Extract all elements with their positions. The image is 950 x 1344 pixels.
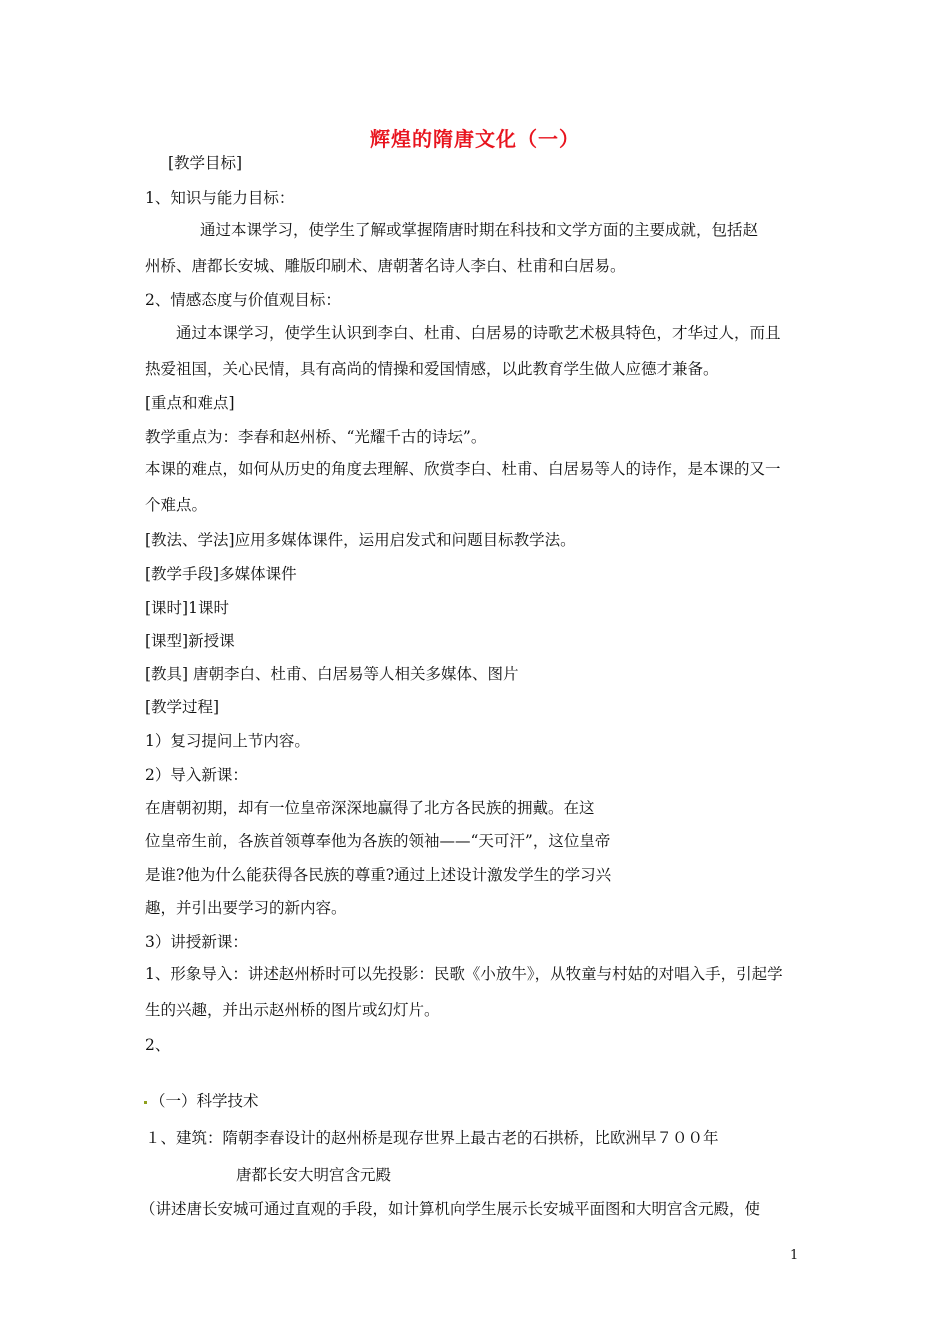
paragraph-line: 生的兴趣，并出示赵州桥的图片或幻灯片。 bbox=[145, 1001, 440, 1019]
objective-knowledge-heading: 1、知识与能力目标： bbox=[145, 189, 295, 207]
section-lesson-type: [课型]新授课 bbox=[145, 632, 235, 650]
paragraph-line: １、建筑：隋朝李春设计的赵州桥是现存世界上最古老的石拱桥，比欧洲早７００年 bbox=[145, 1129, 719, 1147]
decorative-dot bbox=[144, 1101, 147, 1104]
paragraph-line: 在唐朝初期，却有一位皇帝深深地赢得了北方各民族的拥戴。在这 bbox=[145, 799, 595, 817]
paragraph-line: 位皇帝生前，各族首领尊奉他为各族的领袖——“天可汗”，这位皇帝 bbox=[145, 832, 611, 850]
paragraph-line: 是谁?他为什么能获得各民族的尊重?通过上述设计激发学生的学习兴 bbox=[145, 866, 612, 884]
process-step-intro: 2）导入新课： bbox=[145, 766, 248, 784]
objective-attitude-heading: 2、情感态度与价值观目标： bbox=[145, 291, 341, 309]
paragraph-line: 1、形象导入：讲述赵州桥时可以先投影：民歌《小放牛》，从牧童与村姑的对唱入手，引起学 bbox=[145, 965, 783, 983]
paragraph-line: 州桥、唐都长安城、雕版印刷术、唐朝著名诗人李白、杜甫和白居易。 bbox=[145, 257, 626, 275]
section-teaching-method: [教法、学法]应用多媒体课件，运用启发式和问题目标教学法。 bbox=[145, 531, 576, 549]
list-marker: 2、 bbox=[145, 1036, 171, 1054]
paragraph-line: 热爱祖国，关心民情，具有高尚的情操和爱国情感，以此教育学生做人应德才兼备。 bbox=[145, 360, 719, 378]
paragraph-line: 个难点。 bbox=[145, 496, 208, 514]
paragraph-line: （讲述唐长安城可通过直观的手段，如计算机向学生展示长安城平面图和大明宫含元殿，使 bbox=[140, 1200, 761, 1218]
paragraph-line: 通过本课学习，使学生认识到李白、杜甫、白居易的诗歌艺术极具特色，才华过人，而且 bbox=[176, 324, 781, 342]
process-step-new-lesson: 3）讲授新课： bbox=[145, 933, 248, 951]
section-heading-key-points: [重点和难点] bbox=[145, 394, 235, 412]
section-heading-process: [教学过程] bbox=[145, 698, 220, 716]
section-heading-objectives: [教学目标] bbox=[168, 154, 243, 172]
paragraph-line: 唐都长安大明宫含元殿 bbox=[236, 1166, 392, 1184]
section-teaching-aids: [教具] 唐朝李白、杜甫、白居易等人相关多媒体、图片 bbox=[145, 665, 519, 683]
paragraph-line: 本课的难点，如何从历史的角度去理解、欣赏李白、杜甫、白居易等人的诗作，是本课的又一 bbox=[145, 460, 781, 478]
paragraph-line: 通过本课学习，使学生了解或掌握隋唐时期在科技和文学方面的主要成就，包括赵 bbox=[200, 221, 759, 239]
paragraph-line: 教学重点为：李春和赵州桥、“光耀千古的诗坛”。 bbox=[145, 428, 487, 446]
section-class-hours: [课时]1课时 bbox=[145, 599, 229, 617]
document-title: 辉煌的隋唐文化（一） bbox=[370, 127, 580, 151]
paragraph-line: 趣，并引出要学习的新内容。 bbox=[145, 899, 347, 917]
page-number: 1 bbox=[790, 1248, 799, 1263]
section-teaching-means: [教学手段]多媒体课件 bbox=[145, 565, 297, 583]
subsection-heading-science: （一）科学技术 bbox=[150, 1092, 259, 1110]
process-step-review: 1）复习提问上节内容。 bbox=[145, 732, 310, 750]
